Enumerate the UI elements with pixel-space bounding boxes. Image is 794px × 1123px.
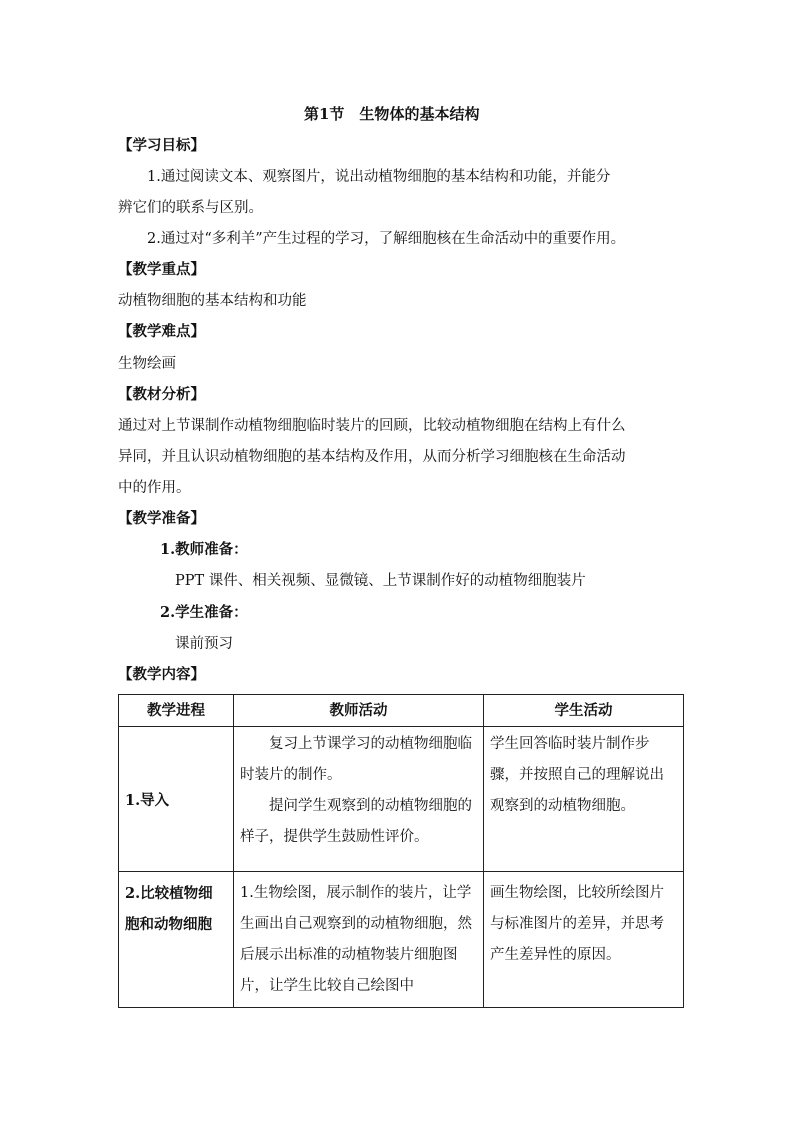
column-header-stage: 教学进程: [119, 695, 234, 727]
difficulty-heading: 【教学难点】: [118, 323, 205, 340]
column-header-student: 学生活动: [484, 695, 684, 727]
student-activity-text: 学生回答临时装片制作步骤，并按照自己的理解说出观察到的动植物细胞。: [490, 736, 664, 814]
stage-cell: [119, 872, 234, 1008]
student-activity-cell: [484, 727, 684, 872]
student-prep-label: 2.学生准备：: [160, 604, 248, 621]
teacher-activity-cell: [234, 727, 484, 872]
teacher-activity-paragraph: 1.生物绘图，展示制作的装片，让学生画出自己观察到的动植物细胞，然后展示出标准的动植物装片细胞图片，让学生比较自己绘图中: [240, 885, 472, 994]
student-prep-text: 课前预习: [175, 636, 233, 652]
student-activity-cell: [484, 872, 684, 1008]
table-row: [119, 872, 684, 1008]
preparation-heading: 【教学准备】: [118, 510, 205, 527]
student-activity-text: 画生物绘图，比较所绘图片与标准图片的差异，并思考产生差异性的原因。: [490, 885, 664, 963]
objectives-heading: 【学习目标】: [118, 137, 205, 154]
stage-cell: [119, 727, 234, 872]
teacher-activity-paragraph: 提问学生观察到的动植物细胞的样子，提供学生鼓励性评价。: [240, 798, 472, 845]
column-header-teacher: 教师活动: [234, 695, 484, 727]
content-heading: 【教学内容】: [118, 666, 205, 683]
difficulty-text: 生物绘画: [118, 356, 176, 372]
analysis-line-1: 通过对上节课制作动植物细胞临时装片的回顾，比较动植物细胞在结构上有什么: [118, 418, 626, 434]
teaching-content-table: [118, 694, 684, 1008]
focus-heading: 【教学重点】: [118, 261, 205, 278]
analysis-line-2: 异同，并且认识动植物细胞的基本结构及作用，从而分析学习细胞核在生命活动: [118, 449, 626, 465]
analysis-line-3: 中的作用。: [118, 480, 191, 496]
teacher-prep-text: PPT 课件、相关视频、显微镜、上节课制作好的动植物细胞装片: [175, 573, 586, 589]
objective-2: 2.通过对“多利羊”产生过程的学习，了解细胞核在生命活动中的重要作用。: [147, 231, 626, 247]
teacher-activity-paragraph: 复习上节课学习的动植物细胞临时装片的制作。: [240, 736, 472, 783]
table-header-row: [119, 695, 684, 727]
stage-label: 2.比较植物细胞和动物细胞: [125, 885, 213, 933]
teacher-activity-cell: [234, 872, 484, 1008]
teacher-prep-label: 1.教师准备：: [160, 541, 248, 558]
stage-label: 1.导入: [125, 791, 170, 809]
analysis-heading: 【教材分析】: [118, 386, 205, 403]
objective-1-line-2: 辨它们的联系与区别。: [118, 200, 263, 216]
objective-1-line-1: 1.通过阅读文本、观察图片，说出动植物细胞的基本结构和功能，并能分: [147, 169, 611, 185]
focus-text: 动植物细胞的基本结构和功能: [118, 293, 307, 309]
page-title: 第1节 生物体的基本结构: [304, 105, 480, 123]
table-row: [119, 727, 684, 872]
